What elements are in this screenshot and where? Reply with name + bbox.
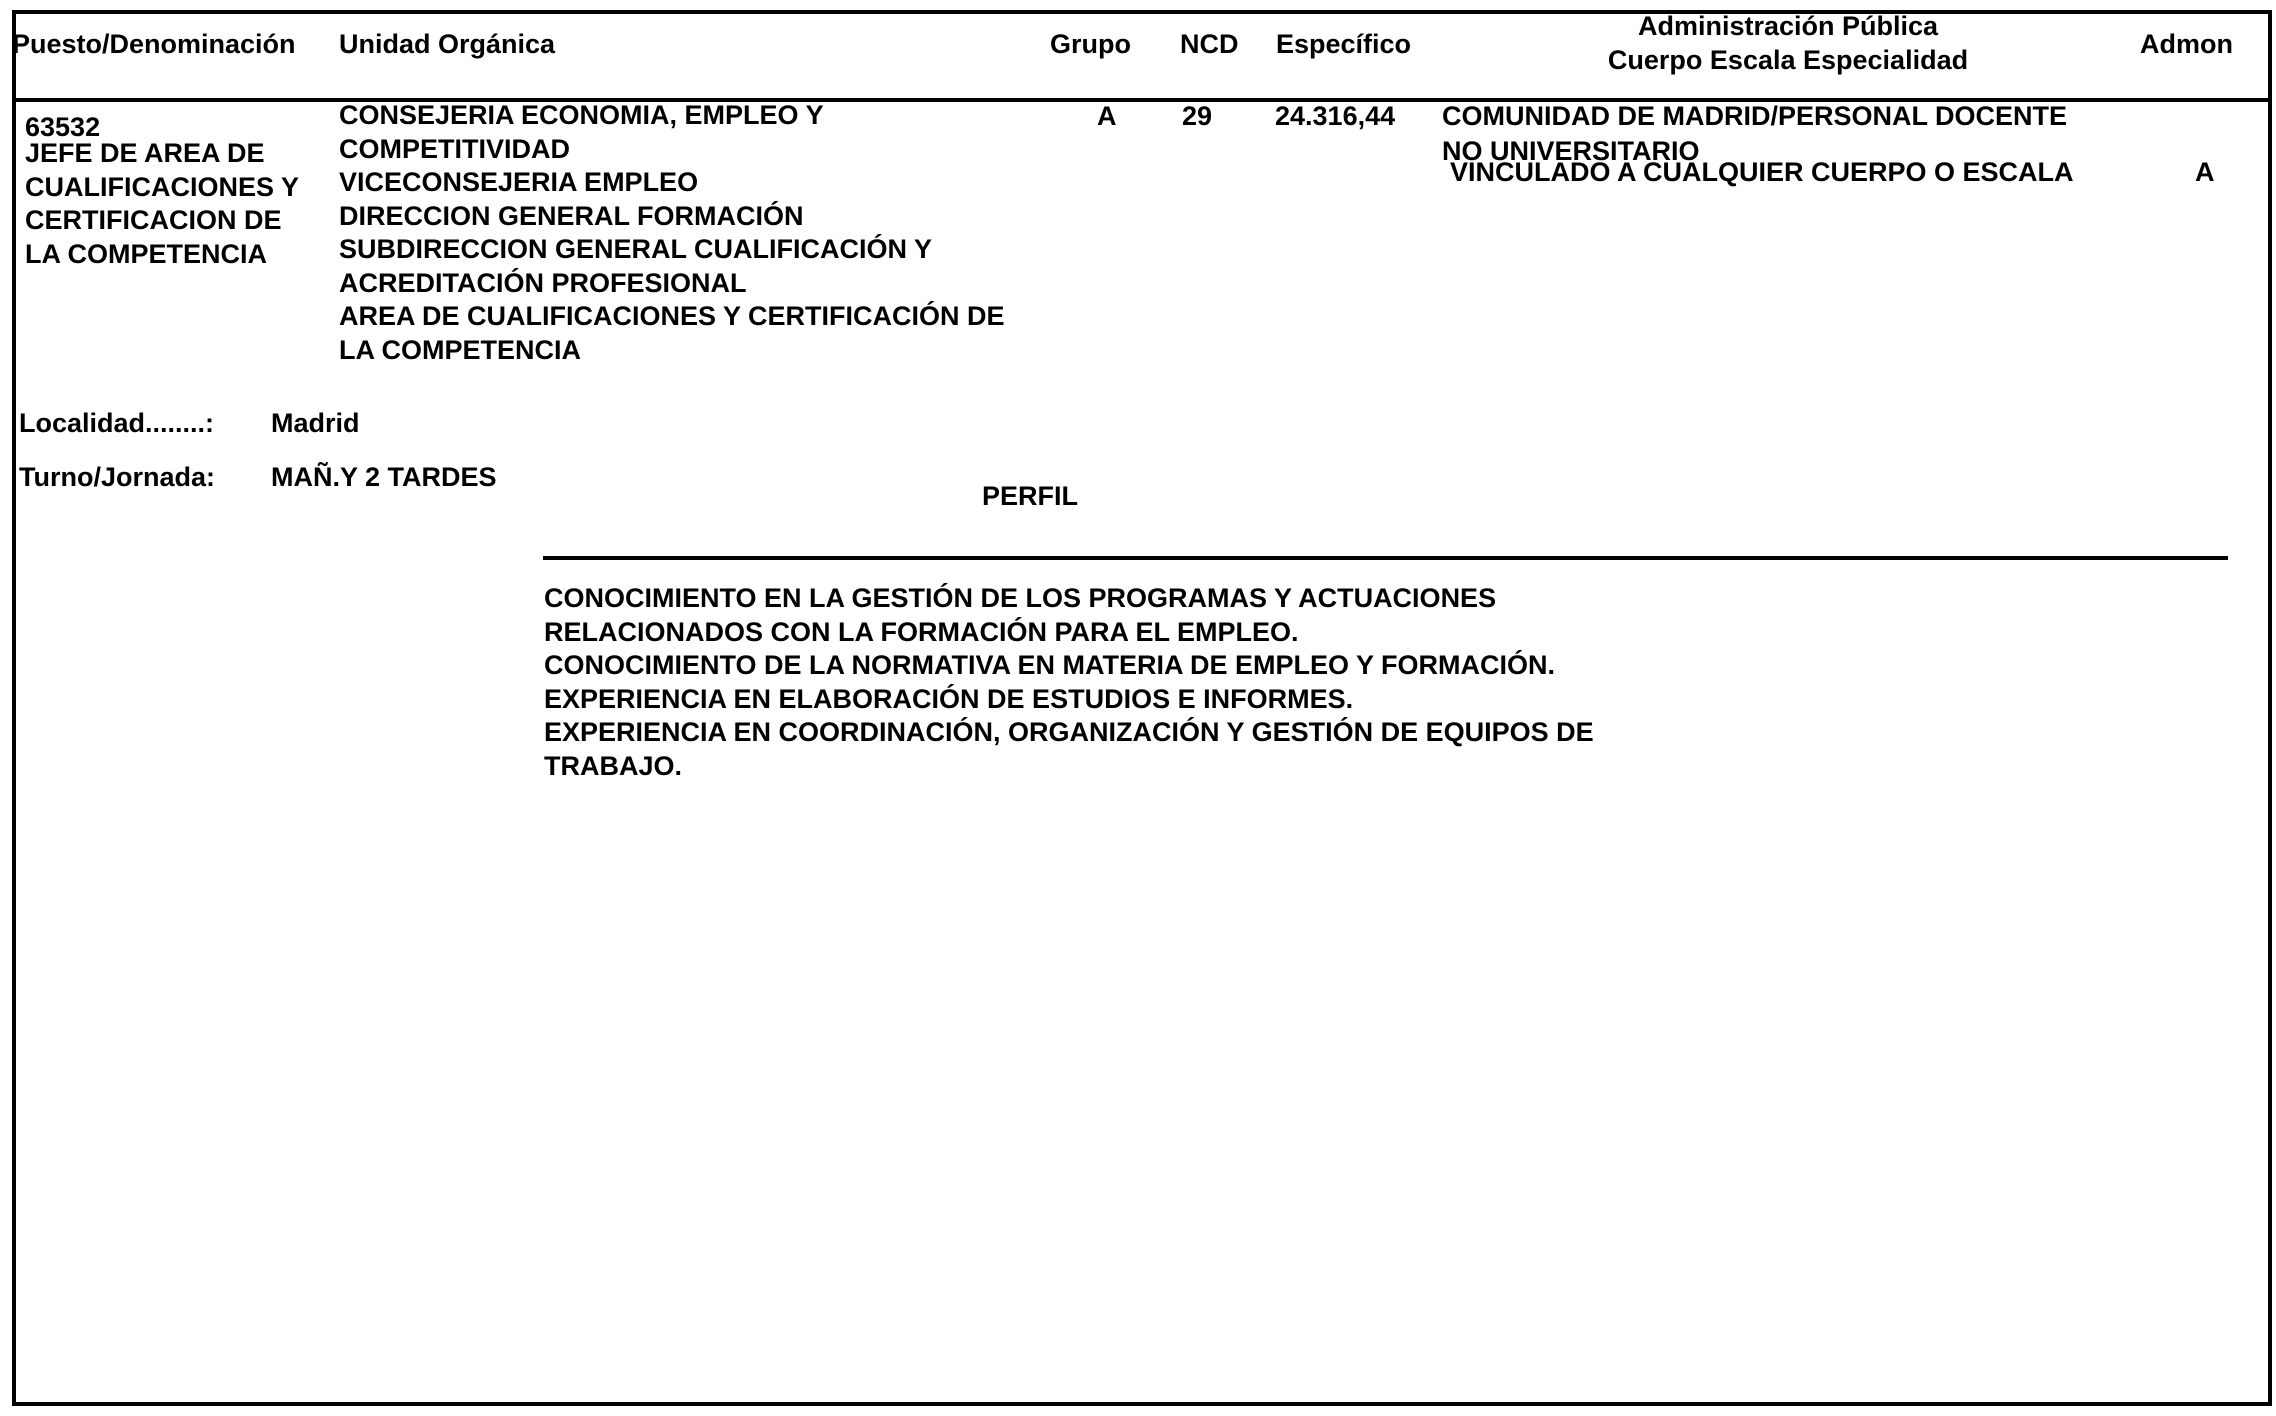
record-admin-line2: NO UNIVERSITARIO xyxy=(1442,136,1700,166)
record-admin-line1: COMUNIDAD DE MADRID/PERSONAL DOCENTE xyxy=(1442,101,2068,131)
unidad-line: AREA DE CUALIFICACIONES Y CERTIFICACIÓN DE xyxy=(339,301,1005,331)
unidad-line: LA COMPETENCIA xyxy=(339,334,581,365)
unidad-line: VICECONSEJERIA EMPLEO xyxy=(339,167,699,197)
record-grupo: A xyxy=(1097,101,1117,131)
denominacion-line: LA COMPETENCIA xyxy=(25,238,267,269)
unidad-line: DIRECCION GENERAL FORMACIÓN xyxy=(339,200,804,231)
record-admon: A xyxy=(2195,157,2215,187)
denominacion-line: CUALIFICACIONES Y xyxy=(25,171,300,202)
unidad-line: COMPETITIVIDAD xyxy=(339,133,571,164)
perfil-line: CONOCIMIENTO DE LA NORMATIVA EN MATERIA DE EMPLEO Y FORMACIÓN. xyxy=(544,650,1556,680)
localidad-value: Madrid xyxy=(271,408,360,438)
unidad-line: ACREDITACIÓN PROFESIONAL xyxy=(339,267,747,298)
perfil-text xyxy=(544,582,1594,783)
perfil-line: TRABAJO. xyxy=(544,750,683,781)
perfil-line: EXPERIENCIA EN COORDINACIÓN, ORGANIZACIÓN Y GESTIÓN DE EQUIPOS DE xyxy=(544,717,1594,747)
header-grupo: Grupo xyxy=(1050,29,1131,59)
header-unidad: Unidad Orgánica xyxy=(339,29,556,59)
header-ncd: NCD xyxy=(1180,29,1239,59)
turno-label: Turno/Jornada: xyxy=(19,462,216,492)
perfil-title: PERFIL xyxy=(982,481,1079,511)
record-ncd: 29 xyxy=(1182,101,1213,131)
header-puesto: Puesto/Denominación xyxy=(12,29,296,59)
denominacion-line: CERTIFICACION DE xyxy=(25,205,282,235)
denominacion-line: JEFE DE AREA DE xyxy=(25,138,265,168)
header-admin-subtitle: Cuerpo Escala Especialidad xyxy=(1607,45,1969,75)
record-unidad xyxy=(339,99,1005,367)
record-denominacion xyxy=(25,137,299,271)
perfil-line: RELACIONADOS CON LA FORMACIÓN PARA EL EMPLEO. xyxy=(544,616,1299,647)
turno-value: MAÑ.Y 2 TARDES xyxy=(271,462,497,492)
perfil-line: CONOCIMIENTO EN LA GESTIÓN DE LOS PROGRAMAS Y ACTUACIONES xyxy=(544,583,1497,613)
perfil-divider xyxy=(543,556,2228,560)
localidad-label: Localidad........: xyxy=(19,408,215,438)
record-code: 63532 xyxy=(25,112,101,142)
record-especifico: 24.316,44 xyxy=(1275,101,1396,131)
header-admin-title: Administración Pública xyxy=(1637,11,1939,41)
perfil-line: EXPERIENCIA EN ELABORACIÓN DE ESTUDIOS E INFORMES. xyxy=(544,683,1354,714)
unidad-line: CONSEJERIA ECONOMIA, EMPLEO Y xyxy=(339,100,824,130)
unidad-line: SUBDIRECCION GENERAL CUALIFICACIÓN Y xyxy=(339,234,933,264)
header-especifico: Específico xyxy=(1276,29,1412,59)
record-admin-line3: VINCULADO A CUALQUIER CUERPO O ESCALA xyxy=(1450,157,2074,187)
header-admon: Admon xyxy=(2140,29,2233,59)
